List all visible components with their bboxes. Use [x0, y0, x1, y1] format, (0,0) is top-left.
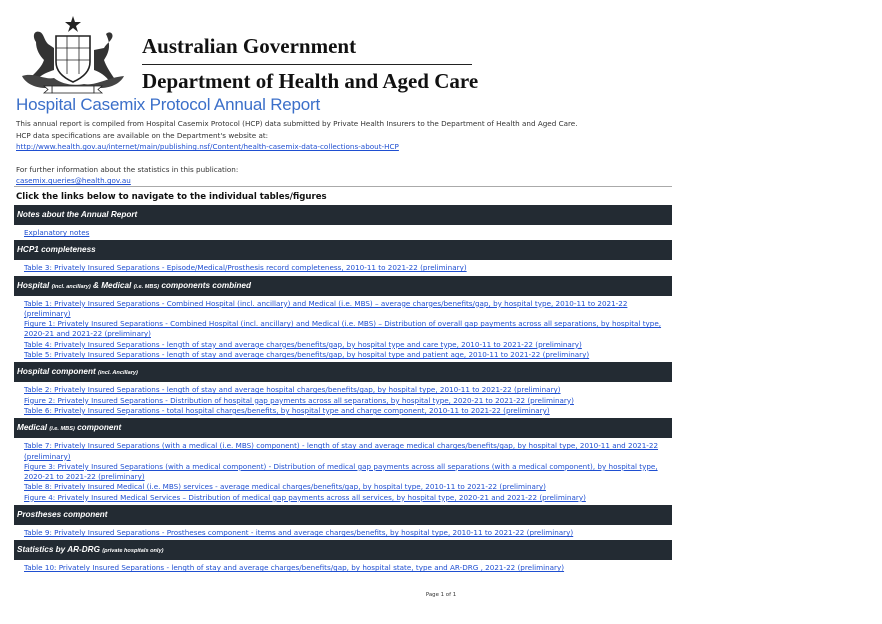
email-link[interactable]: casemix.queries@health.gov.au: [16, 176, 131, 185]
section-header-hcp1-completeness: HCP1 completeness: [14, 240, 672, 260]
toc-link[interactable]: Table 9: Privately Insured Separations - Prostheses component - items and average charges/benefits, by hospital type, 2010-11 to 2021-22 (preliminary): [24, 528, 574, 538]
department-name: Department of Health and Aged Care: [142, 69, 479, 93]
toc-link[interactable]: Table 5: Privately Insured Separations - length of stay and average charges/benefits/gap, by hospital type and patient age, 2010-11 to 2021-22 (preliminary): [24, 350, 590, 360]
section-items: [14, 525, 672, 540]
toc-link[interactable]: Table 10: Privately Insured Separations - length of stay and average charges/benefits/gap, by hospital state, type and AR-DRG , 2021-22 (preliminary): [24, 563, 565, 573]
agency-header: [14, 14, 479, 94]
header-divider: [142, 64, 472, 65]
section-items: [14, 225, 672, 240]
section-header-prostheses: Prostheses component: [14, 505, 672, 525]
table-of-contents: [14, 205, 672, 576]
toc-link[interactable]: Figure 2: Privately Insured Separations - Distribution of hospital gap payments across all separations, by hospital type, 2020-21 to 2021-22 (preliminary): [24, 395, 574, 405]
toc-link[interactable]: Figure 1: Privately Insured Separations - Combined Hospital (incl. ancillary) and Medical (i.e. MBS) – Distribution of overall gap payments across all separations, by hospital type, 2020-21 and 2021-22 (preliminary): [24, 319, 662, 339]
toc-link[interactable]: Table 1: Privately Insured Separations - Combined Hospital (incl. ancillary) and Medical (i.e. MBS) – average charges/benefits/gap, by hospital type, 2010-11 to 2021-22 (preliminary): [24, 298, 628, 318]
section-header-medical-component: Medical (i.e. MBS) component: [14, 418, 672, 438]
toc-link[interactable]: Figure 3: Privately Insured Separations (with a medical component) - Distribution of medical gap payments across all separations (with a medical component), by hospital type, 2020-21 to 2021-22 (preliminary): [24, 461, 658, 482]
toc-link[interactable]: Table 6: Privately Insured Separations - total hospital charges/benefits, by hospital type and charge component, 2010-11 to 2021-22 (preliminary): [24, 405, 550, 415]
divider: [14, 186, 672, 187]
navigation-heading: Click the links below to navigate to the individual tables/figures: [16, 192, 327, 202]
section-items: [14, 382, 672, 418]
report-title: Hospital Casemix Protocol Annual Report: [16, 95, 321, 114]
section-header-hospital-medical-combined: Hospital (incl. ancillary) & Medical (i.e. MBS) components combined: [14, 276, 672, 296]
section-items: [14, 260, 672, 275]
section-header-notes: Notes about the Annual Report: [14, 205, 672, 225]
intro-text: [16, 118, 578, 187]
intro-line: HCP data specifications are available on the Department's website at:: [16, 130, 269, 140]
page-number: Page 1 of 1: [425, 592, 457, 598]
intro-line: This annual report is compiled from Hospital Casemix Protocol (HCP) data submitted by Private Health Insurers to the Department of Health and Aged Care.: [16, 119, 578, 128]
section-items: [14, 560, 672, 575]
section-header-ar-drg: Statistics by AR-DRG (private hospitals only): [14, 540, 672, 560]
section-header-hospital-component: Hospital component (incl. Ancillary): [14, 362, 672, 382]
toc-link[interactable]: Explanatory notes: [24, 228, 90, 237]
section-items: [14, 438, 672, 505]
toc-link[interactable]: Table 7: Privately Insured Separations (with a medical (i.e. MBS) component) - length of stay and average medical charges/benefits/gap, by hospital type, 2010-11 and 2021-22 (preliminary): [24, 441, 659, 461]
hcp-specifications-link[interactable]: http://www.health.gov.au/internet/main/publishing.nsf/Content/health-casemix-data-collections-about-HCP: [16, 142, 399, 151]
intro-line: For further information about the statistics in this publication:: [16, 164, 239, 174]
government-name: Australian Government: [142, 34, 357, 58]
toc-link[interactable]: Table 4: Privately Insured Separations - length of stay and average charges/benefits/gap, by hospital type and care type, 2010-11 to 2021-22 (preliminary): [24, 339, 582, 349]
toc-link[interactable]: Table 8: Privately Insured Medical (i.e. MBS) services - average medical charges/benefits/gap, by hospital type, 2010-11 to 2021-22 (preliminary): [24, 482, 546, 492]
section-items: [14, 296, 672, 363]
toc-link[interactable]: Figure 4: Privately Insured Medical Services – Distribution of medical gap payments across all services, by hospital type, 2020-21 and 2021-22 (preliminary): [24, 492, 586, 502]
toc-link[interactable]: Table 3: Privately Insured Separations - Episode/Medical/Prosthesis record completeness, 2010-11 to 2021-22 (preliminary): [24, 263, 467, 273]
toc-link[interactable]: Table 2: Privately Insured Separations - length of stay and average hospital charges/benefits/gap, by hospital type, 2010-11 to 2021-22 (preliminary): [24, 385, 561, 395]
commonwealth-coat-of-arms-icon: [14, 14, 132, 94]
